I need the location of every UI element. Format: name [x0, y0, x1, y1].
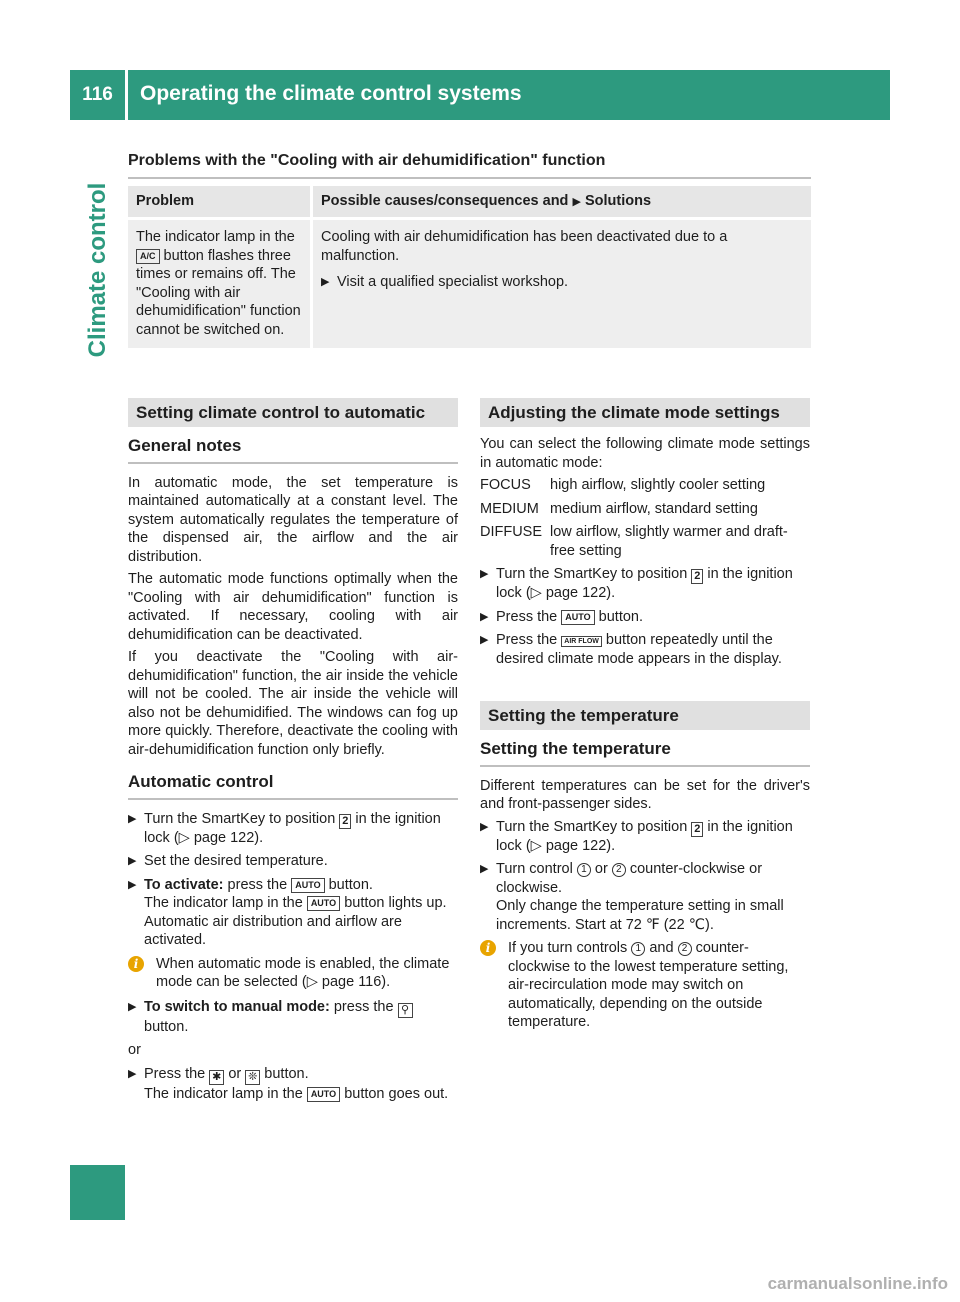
step-text: The indicator lamp in the [144, 895, 303, 911]
chapter-title: Operating the climate control systems [140, 82, 522, 105]
info-icon: i [128, 956, 144, 972]
step-turn-key-temp [480, 818, 810, 856]
auto-button-icon: AUTO [307, 896, 340, 911]
step-label: To switch to manual mode: [144, 998, 330, 1015]
step-set-temperature [128, 852, 458, 871]
step-text: Turn the SmartKey to position [144, 810, 336, 827]
info-text: and [649, 940, 674, 956]
or-text: or [128, 1042, 141, 1058]
step-text: press the [227, 876, 288, 893]
step-text: Turn the SmartKey to position [496, 566, 688, 582]
column-header-problem: Problem [128, 186, 313, 220]
mode-desc: low airflow, slightly warmer and draft-free setting [550, 524, 788, 559]
step-text: button goes out. [344, 1085, 449, 1102]
position-2-icon: 2 [691, 569, 703, 584]
step-text: or [228, 1065, 242, 1082]
automatic-control-title: Automatic control [128, 773, 458, 800]
step-text: in the ignition lock (▷ page 122). [144, 810, 441, 846]
general-notes-title: General notes [128, 437, 458, 464]
auto-button-icon: AUTO [561, 610, 594, 625]
column-header-solutions-post: Solutions [584, 192, 652, 209]
auto-button-icon: AUTO [291, 878, 324, 893]
column-header-solutions-pre: Possible causes/consequences and [321, 192, 569, 209]
step-arrow-icon: ▶ [128, 855, 137, 867]
climate-mode-intro: You can select the following climate mode settings in automatic mode: [480, 436, 810, 471]
step-text: button. [328, 876, 373, 893]
step-text: in the ignition lock (▷ page 122). [496, 566, 793, 601]
step-text: button repeatedly until the desired climate mode appears in the display. [496, 632, 782, 667]
step-arrow-icon: ▶ [128, 878, 137, 891]
step-text: Press the [144, 1065, 206, 1082]
control-2-icon: 2 [612, 863, 626, 877]
column-header-solutions [313, 186, 811, 220]
mode-desc: high airflow, slightly cooler setting [550, 477, 766, 493]
mode-name: DIFFUSE [480, 524, 543, 540]
general-notes-p3: If you deactivate the "Cooling with air-dehumidification" function, the air inside the vehicle will not be cooled. The air inside the vehicle will also not be dehumidified. The windows can fog up more quickly. Therefore, deactivate the cooling with air-dehumidification function only briefly. [128, 649, 458, 758]
mode-row-focus [480, 476, 810, 495]
mode-desc: medium airflow, standard setting [550, 500, 758, 517]
step-label: To activate: [144, 876, 224, 893]
step-arrow-icon: ▶ [480, 820, 489, 833]
step-text: button. [264, 1065, 309, 1082]
ac-button-icon: A/C [136, 249, 160, 264]
fan-decrease-button-icon: ✱ [209, 1070, 224, 1085]
step-activate [128, 876, 458, 950]
step-arrow-icon: ▶ [128, 1000, 137, 1013]
step-text: The indicator lamp in the [144, 1085, 303, 1102]
info-text: If you turn controls [508, 940, 628, 956]
step-text: Press the [496, 608, 558, 625]
mode-name: FOCUS [480, 477, 531, 493]
right-column [480, 398, 810, 1038]
info-icon: i [480, 940, 496, 956]
airflow-button-icon: AIR FLOW [561, 636, 602, 647]
info-text: counter-clockwise to the lowest temperature setting, air-recirculation mode may switch on automatically, depending on the outside temperature. [508, 940, 789, 1030]
step-text: counter-clockwise or clockwise. [496, 861, 763, 896]
solution-cell [313, 220, 811, 348]
mode-row-medium [480, 500, 810, 519]
section-rule [128, 177, 811, 179]
step-arrow-icon: ▶ [480, 634, 489, 646]
step-text: Press the [496, 632, 558, 648]
problem-text-post: button flashes three times or remains off. The "Cooling with air dehumidification" function cannot be switched on. [136, 247, 301, 338]
step-arrow-icon: ▶ [480, 610, 489, 623]
automatic-heading: Setting climate control to automatic [128, 398, 458, 427]
side-tab-marker [70, 1165, 125, 1220]
auto-button-icon: AUTO [307, 1087, 340, 1102]
air-distribution-button-icon: ⚲ [398, 1003, 413, 1018]
step-text: Turn control [496, 861, 573, 877]
step-text: button lights up. Automatic air distribution and airflow are activated. [144, 895, 447, 948]
step-arrow-icon: ▶ [128, 812, 137, 825]
watermark: carmanualsonline.info [767, 1274, 948, 1293]
info-text: When automatic mode is enabled, the climate mode can be selected (▷ page 116). [156, 955, 450, 990]
step-arrow-icon: ▶ [480, 863, 489, 875]
step-press-auto [480, 608, 810, 627]
table-header-row [128, 186, 811, 220]
cause-text: Cooling with air dehumidification has been deactivated due to a malfunction. [321, 229, 728, 264]
mode-name: MEDIUM [480, 500, 539, 517]
step-arrow-icon: ▶ [321, 276, 330, 288]
control-1-icon: 1 [577, 863, 591, 877]
step-text: button. [144, 1018, 189, 1035]
general-notes-p1: In automatic mode, the set temperature is maintained automatically at a constant level. The system automatically regulates the temperature of the dispensed air, the airflow and the air distribution. [128, 474, 458, 565]
step-arrow-icon: ▶ [480, 568, 489, 580]
step-press-airflow [480, 631, 810, 668]
temperature-subheading: Setting the temperature [480, 740, 810, 767]
step-text: press the [333, 998, 394, 1015]
info-note-climate-mode [128, 955, 458, 992]
step-text: Only change the temperature setting in small increments. Start at 72 ℉ (22 ℃). [496, 898, 784, 933]
step-manual-mode [128, 998, 458, 1037]
step-arrow-icon: ▶ [128, 1067, 137, 1080]
problems-section-title: Problems with the "Cooling with air dehumidification" function [128, 152, 606, 169]
step-text: button. [598, 608, 643, 625]
solution-arrow-icon: ▶ [572, 195, 581, 208]
header-divider [125, 70, 128, 120]
step-text: Turn the SmartKey to position [496, 818, 688, 835]
control-2-icon: 2 [678, 942, 692, 956]
step-press-fan [128, 1065, 458, 1104]
problem-text-pre: The indicator lamp in the [136, 229, 295, 245]
side-tab-label: Climate control [84, 182, 111, 358]
step-text: in the ignition lock (▷ page 122). [496, 818, 793, 854]
info-note-recirculation [480, 939, 810, 1032]
mode-row-diffuse [480, 523, 810, 560]
problems-table [128, 186, 811, 348]
step-text: Set the desired temperature. [144, 853, 328, 869]
temperature-intro: Different temperatures can be set for the driver's and front-passenger sides. [480, 777, 810, 812]
step-turn-key [480, 565, 810, 603]
solution-step [321, 273, 803, 292]
step-turn-key [128, 810, 458, 848]
left-column [128, 398, 458, 1108]
step-text: or [594, 861, 608, 877]
general-notes-p2: The automatic mode functions optimally when the "Cooling with air dehumidification" function is activated. If necessary, cooling with air dehumidification can be deactivated. [128, 571, 458, 643]
step-turn-control [480, 860, 810, 934]
temperature-heading: Setting the temperature [480, 701, 810, 730]
table-row [128, 220, 811, 348]
position-2-icon: 2 [691, 822, 703, 837]
solution-text: Visit a qualified specialist workshop. [337, 274, 569, 290]
control-1-icon: 1 [631, 942, 645, 956]
problem-cell [128, 220, 313, 348]
climate-mode-heading: Adjusting the climate mode settings [480, 398, 810, 427]
page-number: 116 [82, 84, 113, 105]
fan-increase-button-icon: ❊ [245, 1070, 260, 1085]
position-2-icon: 2 [339, 814, 351, 829]
